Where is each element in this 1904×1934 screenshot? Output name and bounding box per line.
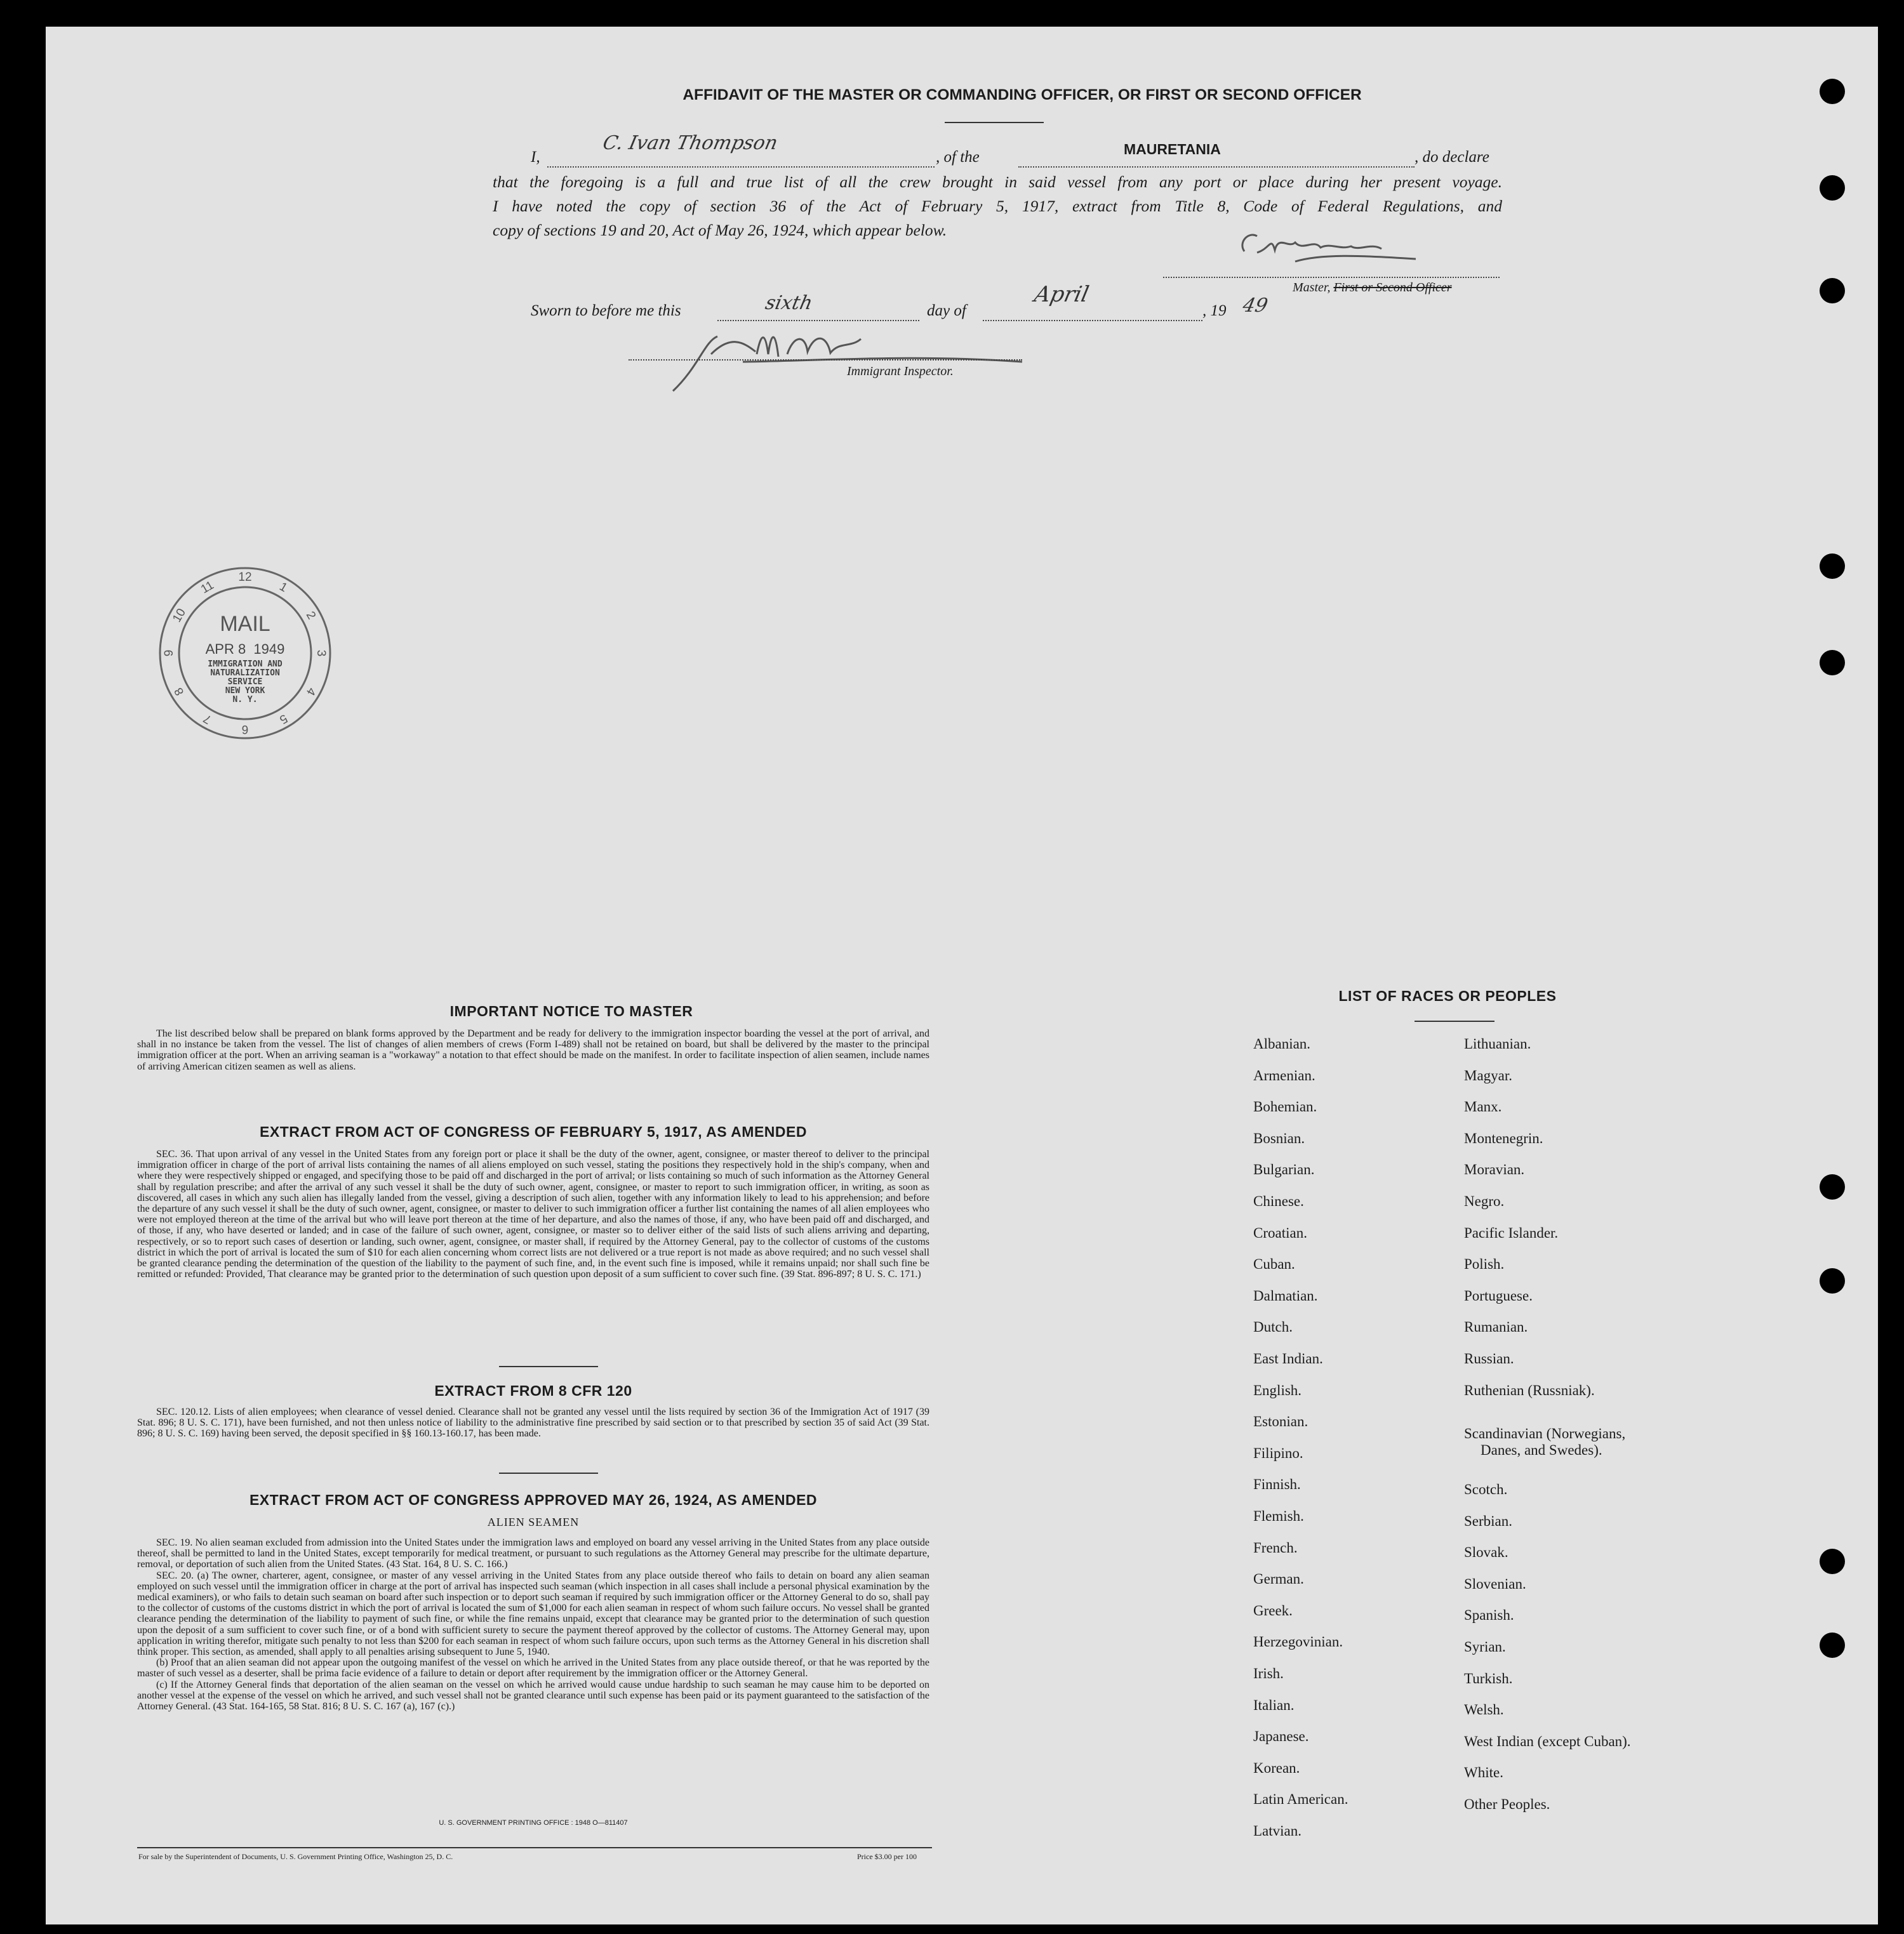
punch-hole — [1820, 1174, 1845, 1200]
races-title: LIST OF RACES OR PEOPLES — [1338, 988, 1557, 1004]
master-signature-line — [1163, 277, 1500, 278]
extract3-sec20b: (b) Proof that an alien seaman did not appear upon the outgoing manifest of the vessel on which he arrived in the United States from any place outside thereof, or that he was reported by the master of such vessel as a deserter, shall be prima facie evidence of a failure to detain or deport after requirement by the immigration officer or the Attorney General. — [137, 1657, 929, 1679]
race-entry: Filipino. — [1253, 1445, 1303, 1461]
race-entry: Dutch. — [1253, 1319, 1293, 1335]
stamp-ring-number: 6 — [241, 722, 249, 736]
extract3-sec19: SEC. 19. No alien seaman excluded from admission into the United States under the immigration laws and employed on board any vessel arriving in the United States from any place outside thereof, shall be permitted to land in the United States, except temporarily for medical treatment, or pursuant to such regulations as the Attorney General may prescribe for the ultimate departure, removal, or deportation of such alien from the United States. (43 Stat. 164, 8 U. S. C. 166.) — [137, 1537, 929, 1570]
extract3-sec20a: SEC. 20. (a) The owner, charterer, agent, consignee, or master of any vessel arriving in the United States from any place outside thereof who fails to detain on board any alien seaman employed on such vessel until the immigration officer in charge at the port of arrival has inspected such seaman (which inspection in all cases shall include a personal physical examination by the medical examiners), or who fails to detain such seaman on board after such inspection or to deport such seaman if required by such immigration officer or the Attorney General to do so, shall pay to the collector of customs of the customs district in which the port of arrival is located the sum of $1,000 for each alien seaman in respect of whom such failure occurs. No vessel shall be granted clearance pending the determination of the liability to payment of such fine, or while the fine remains unpaid, except that clearance may be granted prior to the determination of such question upon the deposit of a sum sufficient to cover such fine, or of a bond with sufficient surety to secure the payment thereof approved by the collector of customs. The Attorney General may, upon application in writing therefor, mitigate such penalty to not less than $200 for each seaman in respect of whom such failure occurs, upon such terms as the Attorney General in his discretion shall think proper. This section, as amended, shall apply to all penalties arising subsequent to June 5, 1940. — [137, 1570, 929, 1658]
stamp-line-2: NATURALIZATION — [210, 668, 280, 678]
race-entry: Latin American. — [1253, 1791, 1348, 1808]
race-entry: Irish. — [1253, 1666, 1284, 1681]
stamp-ring-number: 9 — [163, 649, 176, 657]
race-entry: Rumanian. — [1464, 1319, 1528, 1335]
title-divider — [945, 122, 1044, 123]
of-the-label: , of the — [936, 149, 980, 166]
master-strikethrough-text: First or Second Officer — [1333, 281, 1452, 295]
extract3-title: EXTRACT FROM ACT OF CONGRESS APPROVED MAY 26, 1924, AS AMENDED — [249, 1492, 818, 1508]
stamp-ring-number: 7 — [201, 711, 214, 727]
inspector-signature — [660, 316, 1041, 399]
race-entry: Scotch. — [1464, 1481, 1508, 1497]
race-entry: Ruthenian (Russniak). — [1464, 1382, 1595, 1398]
race-entry: Moravian. — [1464, 1162, 1525, 1178]
master-label — [1293, 281, 1452, 295]
punch-hole — [1820, 1268, 1845, 1294]
race-entry: Montenegrin. — [1464, 1130, 1543, 1146]
stamp-line-3: SERVICE — [227, 677, 263, 687]
master-signature — [1232, 223, 1435, 274]
extract1-title: EXTRACT FROM ACT OF CONGRESS OF FEBRUARY 5, 1917, AS AMENDED — [260, 1123, 807, 1140]
extract1-body: SEC. 36. That upon arrival of any vessel in the United States from any foreign port or place it shall be the duty of the owner, agent, consignee, or master thereof to deliver to the principal immigration officer in charge of the port of arrival lists containing the names of all aliens employed on such vessel, stating the positions they respectively hold in the ship's company, when and where they were respectively shipped or engaged, and specifying those to be paid off and discharged in the port of arrival; or lists containing so much of such information as the Attorney General shall by regulation prescribe; and after the arrival of any such vessel it shall be the duty of such owner, agent, consignee, or master to report to such immigration officer, in writing, as soon as discovered, all cases in which any such alien has illegally landed from the vessel, giving a description of such alien, together with any information likely to lead to his apprehension; and before the departure of any such vessel it shall be the duty of such owner, agent, consignee, or master to deliver to such immigration officer a further list containing the names of all alien employees who were not employed thereon at the time of the arrival but who will leave port thereon at the time of her departure, and also the names of those, if any, who have been paid off and discharged, and of those, if any, who have deserted or landed; and in case of the failure of such owner, agent, consignee, or master so to deliver either of the said lists of such aliens arriving and departing, respectively, or so to report such cases of desertion or landing, such owner, agent, consignee, or master shall, if required by the Attorney General, pay to the collector of customs of the customs district in which the port of arrival is located the sum of $10 for each alien concerning whom correct lists are not delivered or a true report is not made as above required; and no such vessel shall be granted clearance pending the determination of the question of the liability to the payment of such fine, and, in the event such fine is imposed, while it remains unpaid; nor shall such fine be remitted or refunded: Provided, That clearance may be granted prior to the determination of such question upon deposit of a sum sufficient to cover such fine. (39 Stat. 896-897; 8 U. S. C. 171.) — [137, 1149, 929, 1280]
extract2-body: SEC. 120.12. Lists of alien employees; when clearance of vessel denied. Clearance shall not be granted any vessel until the lists required by section 36 of the Immigration Act of 1917 (39 Stat. 896; 8 U. S. C. 171), have been furnished, and not then unless notice of liability to the administrative fine prescribed by said section or to that prescribed by section 35 of said Act (39 Stat. 896; 8 U. S. C. 169) having been served, the deposit specified in §§ 160.13-160.17, has been made. — [137, 1407, 929, 1440]
vessel-name-line — [1018, 166, 1415, 168]
year-prefix: , 19 — [1202, 302, 1227, 319]
punch-hole — [1820, 1633, 1845, 1658]
stamp-ring-number: 4 — [303, 684, 319, 698]
do-declare-label: , do declare — [1415, 149, 1489, 166]
extract3-sec20c: (c) If the Attorney General finds that deportation of the alien seaman on the vessel on which he arrived would cause undue hardship to such seaman he may cause him to be deported on another vessel at the expense of the vessel on which he arrived, and such vessel shall not be granted clearance until such expense has been paid or its payment guaranteed to the satisfaction of the Attorney General. (43 Stat. 164-165, 58 Stat. 816; 8 U. S. C. 167 (a), 167 (c).) — [137, 1679, 929, 1712]
punch-hole — [1820, 278, 1845, 303]
race-entry: Syrian. — [1464, 1639, 1506, 1655]
extract3-block — [137, 1537, 929, 1712]
affidavit-i-label: I, — [531, 149, 540, 166]
stamp-ring-number: 8 — [171, 684, 187, 698]
race-entry: Slovenian. — [1464, 1575, 1526, 1592]
stamp-ring-number: 1 — [276, 580, 290, 595]
stamp-date: APR 8 1949 — [205, 641, 285, 657]
inspector-label: Immigrant Inspector. — [847, 364, 954, 378]
sworn-label: Sworn to before me this — [531, 302, 681, 319]
day-of-label: day of — [927, 302, 966, 319]
inspector-signature-line — [629, 359, 1022, 361]
race-entry: Manx. — [1464, 1099, 1502, 1115]
race-entry: Dalmatian. — [1253, 1287, 1318, 1304]
race-entry: Danes, and Swedes). — [1481, 1442, 1602, 1458]
race-entry: Welsh. — [1464, 1702, 1504, 1718]
race-entry: Spanish. — [1464, 1607, 1514, 1624]
race-entry: Portuguese. — [1464, 1287, 1533, 1304]
gpo-imprint: U. S. GOVERNMENT PRINTING OFFICE : 1948 O—811407 — [439, 1819, 628, 1827]
footer-right: Price $3.00 per 100 — [857, 1852, 917, 1861]
race-entry: Estonian. — [1253, 1414, 1308, 1430]
race-entry: French. — [1253, 1539, 1298, 1556]
affidavit-line-4: copy of sections 19 and 20, Act of May 26, 1924, which appear below. — [493, 221, 947, 239]
race-entry: Italian. — [1253, 1697, 1295, 1713]
extract3-subtitle: ALIEN SEAMEN — [487, 1516, 580, 1528]
extract2-divider — [499, 1473, 598, 1474]
race-entry: Scandinavian (Norwegians, — [1464, 1426, 1626, 1441]
stamp-mail-text: MAIL — [220, 612, 270, 636]
race-entry: Albanian. — [1253, 1036, 1311, 1052]
races-title-divider — [1415, 1021, 1495, 1022]
extract2-title: EXTRACT FROM 8 CFR 120 — [434, 1382, 632, 1399]
race-entry: Herzegovinian. — [1253, 1634, 1343, 1650]
mail-received-stamp — [157, 565, 333, 741]
race-entry: Flemish. — [1253, 1508, 1304, 1524]
race-entry: Pacific Islander. — [1464, 1224, 1559, 1241]
day-handwritten: sixth — [763, 292, 815, 314]
stamp-ring-number: 10 — [170, 606, 189, 625]
race-entry: Korean. — [1253, 1759, 1300, 1776]
race-entry: Greek. — [1253, 1602, 1293, 1619]
extract1-divider — [499, 1366, 598, 1367]
race-entry: Magyar. — [1464, 1067, 1513, 1083]
stamp-ring-number: 11 — [198, 578, 216, 597]
notice-title: IMPORTANT NOTICE TO MASTER — [449, 1003, 693, 1019]
punch-hole — [1820, 553, 1845, 579]
race-entry: Russian. — [1464, 1351, 1514, 1367]
stamp-ring-number: 5 — [276, 711, 290, 727]
affidavit-line-3: I have noted the copy of section 36 of the Act of February 5, 1917, extract from Title 8, Code of Federal Regulations, and — [493, 197, 1502, 215]
race-entry: White. — [1464, 1765, 1503, 1781]
extract1-block — [137, 1149, 929, 1280]
punch-hole — [1820, 175, 1845, 201]
race-entry: Turkish. — [1464, 1670, 1513, 1686]
stamp-agency-block — [157, 660, 333, 705]
year-handwritten: 49 — [1241, 295, 1270, 317]
punch-hole — [1820, 79, 1845, 104]
race-entry: Slovak. — [1464, 1544, 1508, 1561]
race-entry: Other Peoples. — [1464, 1796, 1550, 1812]
declarant-name-line — [547, 166, 935, 168]
stamp-line-4: NEW YORK — [225, 686, 265, 696]
stamp-line-1: IMMIGRATION AND — [208, 659, 283, 669]
race-entry: West Indian (except Cuban). — [1464, 1733, 1631, 1749]
race-entry: Japanese. — [1253, 1728, 1309, 1745]
race-entry: East Indian. — [1253, 1351, 1323, 1367]
race-entry: Cuban. — [1253, 1256, 1295, 1273]
stamp-line-5: N. Y. — [232, 695, 258, 705]
notice-body: The list described below shall be prepared on blank forms approved by the Department and be ready for delivery to the immigration inspector boarding the vessel at the port of arrival, and shall in no instance be taken from the vessel. The list of changes of alien members of crews (Form I-489) shall not be retained on board, but shall be delivered by the master to the principal immigration officer at the port. When an arriving seaman is a "workaway" a notation to that effect should be made on the manifest. In order to facilitate inspection of alien seamen, include names of arriving American citizen seamen as well as aliens. — [137, 1028, 929, 1072]
extract2-block — [137, 1407, 929, 1440]
punch-hole — [1820, 650, 1845, 675]
race-entry: German. — [1253, 1571, 1304, 1587]
race-entry: Finnish. — [1253, 1476, 1301, 1493]
vessel-name: MAURETANIA — [1124, 141, 1221, 157]
declarant-handwritten-name: C. Ivan Thompson — [601, 132, 780, 154]
race-entry: Latvian. — [1253, 1823, 1302, 1839]
footer-left: For sale by the Superintendent of Documents, U. S. Government Printing Office, Washington 25, D. C. — [138, 1852, 453, 1861]
stamp-ring-number: 3 — [314, 649, 328, 657]
race-entry: Lithuanian. — [1464, 1036, 1531, 1052]
master-label-text: Master, — [1293, 281, 1331, 295]
stamp-ring-number: 2 — [303, 609, 319, 622]
race-entry: English. — [1253, 1382, 1302, 1398]
race-entry: Croatian. — [1253, 1224, 1307, 1241]
race-entry: Bosnian. — [1253, 1130, 1305, 1146]
footer-dotted-line — [137, 1847, 932, 1848]
affidavit-title: AFFIDAVIT OF THE MASTER OR COMMANDING OFFICER, OR FIRST OR SECOND OFFICER — [682, 86, 1362, 103]
race-entry: Chinese. — [1253, 1193, 1304, 1209]
race-entry: Armenian. — [1253, 1067, 1315, 1083]
race-entry: Bohemian. — [1253, 1099, 1317, 1115]
race-entry: Bulgarian. — [1253, 1162, 1315, 1178]
notice-body-block — [137, 1028, 929, 1072]
punch-hole — [1820, 1549, 1845, 1574]
affidavit-line-2: that the foregoing is a full and true list of all the crew brought in said vessel from any port or place during her present voyage. — [493, 173, 1502, 191]
race-entry: Serbian. — [1464, 1513, 1513, 1529]
race-entry: Negro. — [1464, 1193, 1505, 1209]
month-handwritten: April — [1032, 282, 1091, 307]
race-entry: Polish. — [1464, 1256, 1505, 1273]
stamp-ring-number: 12 — [238, 571, 252, 584]
